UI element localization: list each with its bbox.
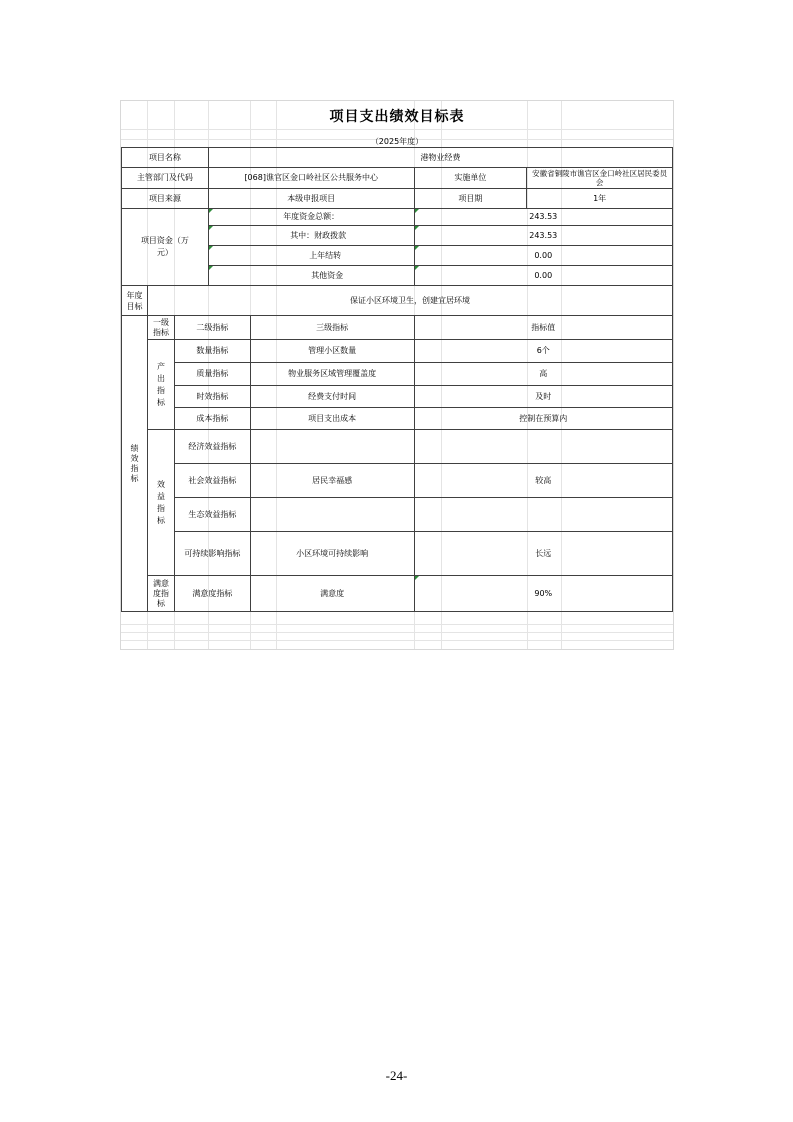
satisfaction-l3: 满意度 [250, 576, 414, 612]
annual-goal-label: 年度目标 [122, 286, 148, 316]
gridline [121, 129, 673, 130]
benefit-indicators-label: 效益指标 [147, 430, 174, 576]
table-row [122, 464, 673, 498]
header-value: 指标值 [414, 316, 673, 340]
source-label: 项目来源 [122, 189, 209, 209]
table-row [122, 148, 673, 168]
benefit-l3: 小区环境可持续影响 [250, 532, 414, 576]
impl-unit-label: 实施单位 [414, 168, 527, 189]
gridline [121, 624, 673, 625]
period-value: 1年 [527, 189, 673, 209]
project-name-value: 港物业经费 [208, 148, 672, 168]
table-row [122, 498, 673, 532]
output-l3: 项目支出成本 [250, 408, 414, 430]
performance-indicators-label: 绩效指标 [122, 316, 148, 612]
table-row [122, 532, 673, 576]
table-row [122, 286, 673, 316]
benefit-l2: 社会效益指标 [174, 464, 250, 498]
satisfaction-indicators-label: 满意度指标 [147, 576, 174, 612]
funds-fiscal-label: 其中：财政拨款 [208, 226, 414, 246]
project-name-label: 项目名称 [122, 148, 209, 168]
table-title: 项目支出绩效目标表 [329, 109, 465, 125]
output-value: 6个 [414, 340, 673, 363]
table-row [122, 363, 673, 386]
dept-value: [068]谯官区金口岭社区公共服务中心 [208, 168, 414, 189]
funds-total-label: 年度资金总额： [208, 209, 414, 226]
funds-total-value: 243.53 [414, 209, 673, 226]
output-indicators-label: 产出指标 [147, 340, 174, 430]
output-value: 高 [414, 363, 673, 386]
benefit-l3 [250, 498, 414, 532]
funds-label: 项目资金（万元） [122, 209, 209, 286]
gridline [121, 640, 673, 641]
header-level1: 一级指标 [147, 316, 174, 340]
table-row [122, 386, 673, 408]
output-l3: 经费支付时间 [250, 386, 414, 408]
benefit-value: 长远 [414, 532, 673, 576]
benefit-value [414, 498, 673, 532]
performance-table [121, 147, 673, 612]
benefit-l2: 生态效益指标 [174, 498, 250, 532]
benefit-l3 [250, 430, 414, 464]
output-value: 控制在预算内 [414, 408, 673, 430]
output-l2: 数量指标 [174, 340, 250, 363]
funds-carryover-label: 上年结转 [208, 246, 414, 266]
table-row [122, 168, 673, 189]
funds-fiscal-value: 243.53 [414, 226, 673, 246]
impl-unit-value: 安徽省铜陵市谯官区金口岭社区居民委员会 [527, 168, 673, 189]
benefit-l2: 经济效益指标 [174, 430, 250, 464]
spreadsheet-sheet [120, 100, 674, 650]
header-level2: 二级指标 [174, 316, 250, 340]
satisfaction-l2: 满意度指标 [174, 576, 250, 612]
benefit-l2: 可持续影响指标 [174, 532, 250, 576]
benefit-l3: 居民幸福感 [250, 464, 414, 498]
output-value: 及时 [414, 386, 673, 408]
benefit-value: 较高 [414, 464, 673, 498]
table-row [122, 430, 673, 464]
page-number: -24- [385, 1068, 408, 1083]
satisfaction-value: 90% [414, 576, 673, 612]
dept-label: 主管部门及代码 [122, 168, 209, 189]
header-level3: 三级指标 [250, 316, 414, 340]
benefit-value [414, 430, 673, 464]
table-row [122, 209, 673, 226]
funds-other-value: 0.00 [414, 266, 673, 286]
table-row [122, 340, 673, 363]
funds-carryover-value: 0.00 [414, 246, 673, 266]
table-row [122, 408, 673, 430]
output-l3: 物业服务区域管理覆盖度 [250, 363, 414, 386]
gridline [121, 632, 673, 633]
output-l3: 管理小区数量 [250, 340, 414, 363]
funds-other-label: 其他资金 [208, 266, 414, 286]
output-l2: 质量指标 [174, 363, 250, 386]
output-l2: 成本指标 [174, 408, 250, 430]
output-l2: 时效指标 [174, 386, 250, 408]
table-row [122, 576, 673, 612]
table-row [122, 189, 673, 209]
period-label: 项目期 [414, 189, 527, 209]
source-value: 本级申报项目 [208, 189, 414, 209]
table-row [122, 316, 673, 340]
annual-goal-value: 保证小区环境卫生，创建宜居环境 [147, 286, 672, 316]
table-year: （2025年度） [370, 137, 424, 146]
